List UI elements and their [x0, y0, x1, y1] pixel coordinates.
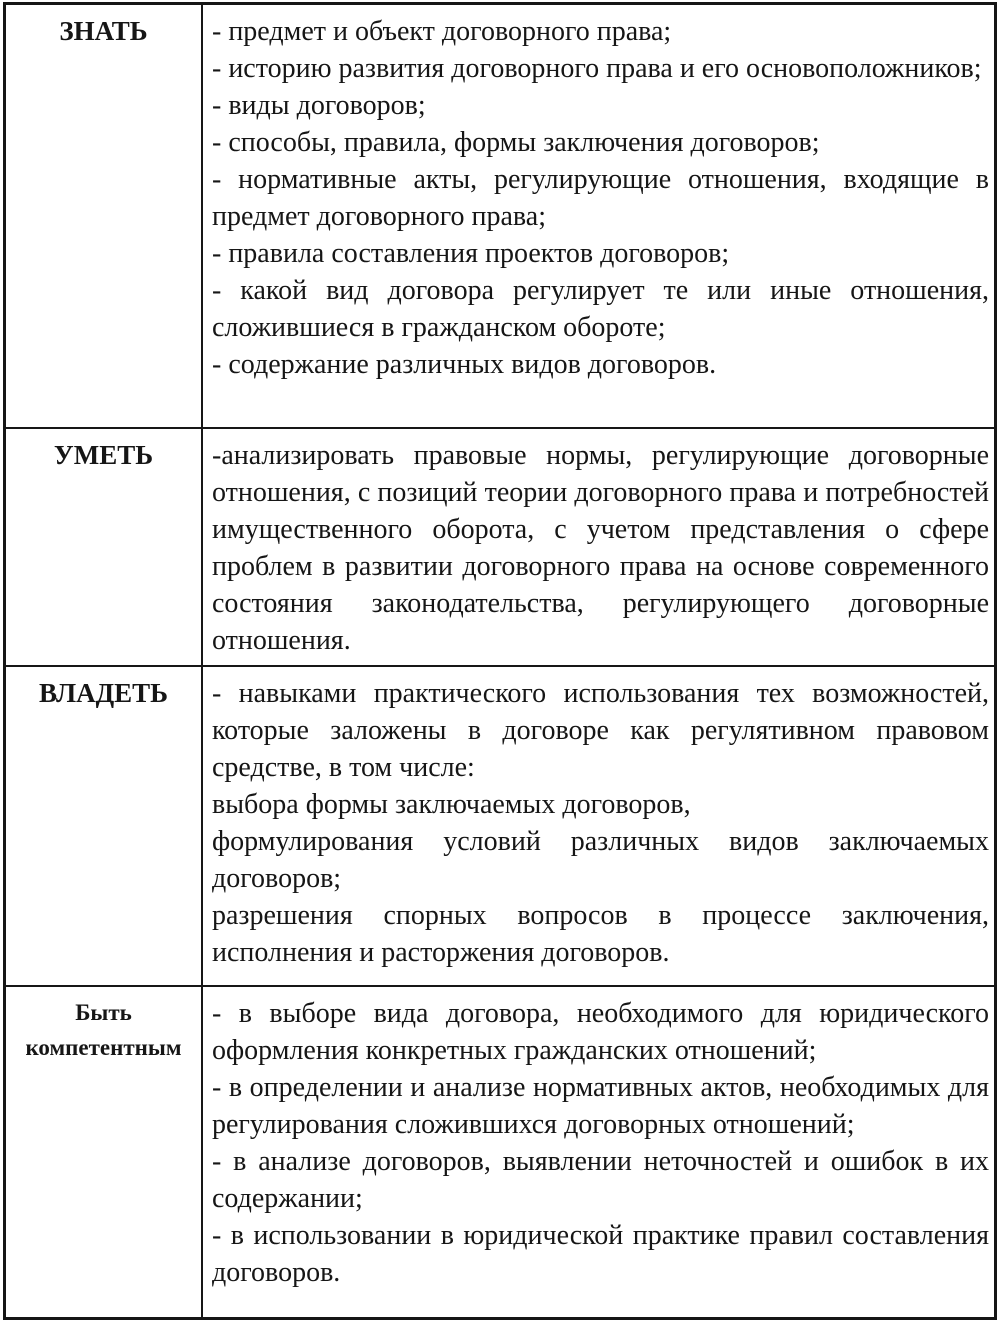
row-header: ВЛАДЕТЬ — [38, 678, 169, 708]
row-header-cell — [6, 667, 203, 985]
list-item: выбора формы заключаемых договоров, — [212, 789, 691, 820]
row-header-cell — [6, 987, 203, 1317]
list-item: - в использовании в юридической практике правил составления договоров. — [212, 1220, 989, 1288]
row-content-cell — [203, 429, 994, 665]
list-item: - историю развития договорного права и его основоположников; — [212, 53, 982, 84]
list-item: - в определении и анализе нормативных актов, необходимых для регулирования сложившихся договорных отношений; — [212, 1072, 989, 1140]
row-header-cell — [6, 5, 203, 427]
list-item: -анализировать правовые нормы, регулирующие договорные отношения, с позиций теории договорного права и потребностей имущественного оборота, с учетом представления о сфере проблем в развитии договорного права на основе современного состояния законодательства, регулирующего договорные отношения. — [212, 440, 989, 656]
table-row — [6, 429, 994, 667]
list-item: - виды договоров; — [212, 90, 426, 121]
list-item: - предмет и объект договорного права; — [212, 16, 672, 47]
list-item: формулирования условий различных видов заключаемых договоров; — [212, 826, 989, 894]
list-item: - какой вид договора регулирует те или иные отношения, сложившиеся в гражданском обороте; — [212, 275, 989, 343]
table-row — [6, 5, 994, 429]
row-header: УМЕТЬ — [53, 440, 154, 470]
row-header: Быть компетентным — [25, 1000, 182, 1060]
list-item: - правила составления проектов договоров; — [212, 238, 730, 269]
list-item: - нормативные акты, регулирующие отношения, входящие в предмет договорного права; — [212, 164, 989, 232]
row-header: ЗНАТЬ — [59, 16, 148, 46]
row-content-cell — [203, 987, 994, 1317]
list-item: - навыками практического использования тех возможностей, которые заложены в договоре как регулятивном правовом средстве, в том числе: — [212, 678, 989, 783]
row-content-cell — [203, 667, 994, 985]
list-item: - содержание различных видов договоров. — [212, 349, 717, 380]
table-row — [6, 667, 994, 987]
table-row — [6, 987, 994, 1317]
row-header-cell — [6, 429, 203, 665]
list-item: - способы, правила, формы заключения договоров; — [212, 127, 820, 158]
competency-table — [3, 2, 997, 1320]
list-item: - в выборе вида договора, необходимого для юридического оформления конкретных гражданских отношений; — [212, 998, 989, 1066]
row-content-cell — [203, 5, 994, 427]
list-item: - в анализе договоров, выявлении неточностей и ошибок в их содержании; — [212, 1146, 989, 1214]
list-item: разрешения спорных вопросов в процессе заключения, исполнения и расторжения договоров. — [212, 900, 989, 968]
